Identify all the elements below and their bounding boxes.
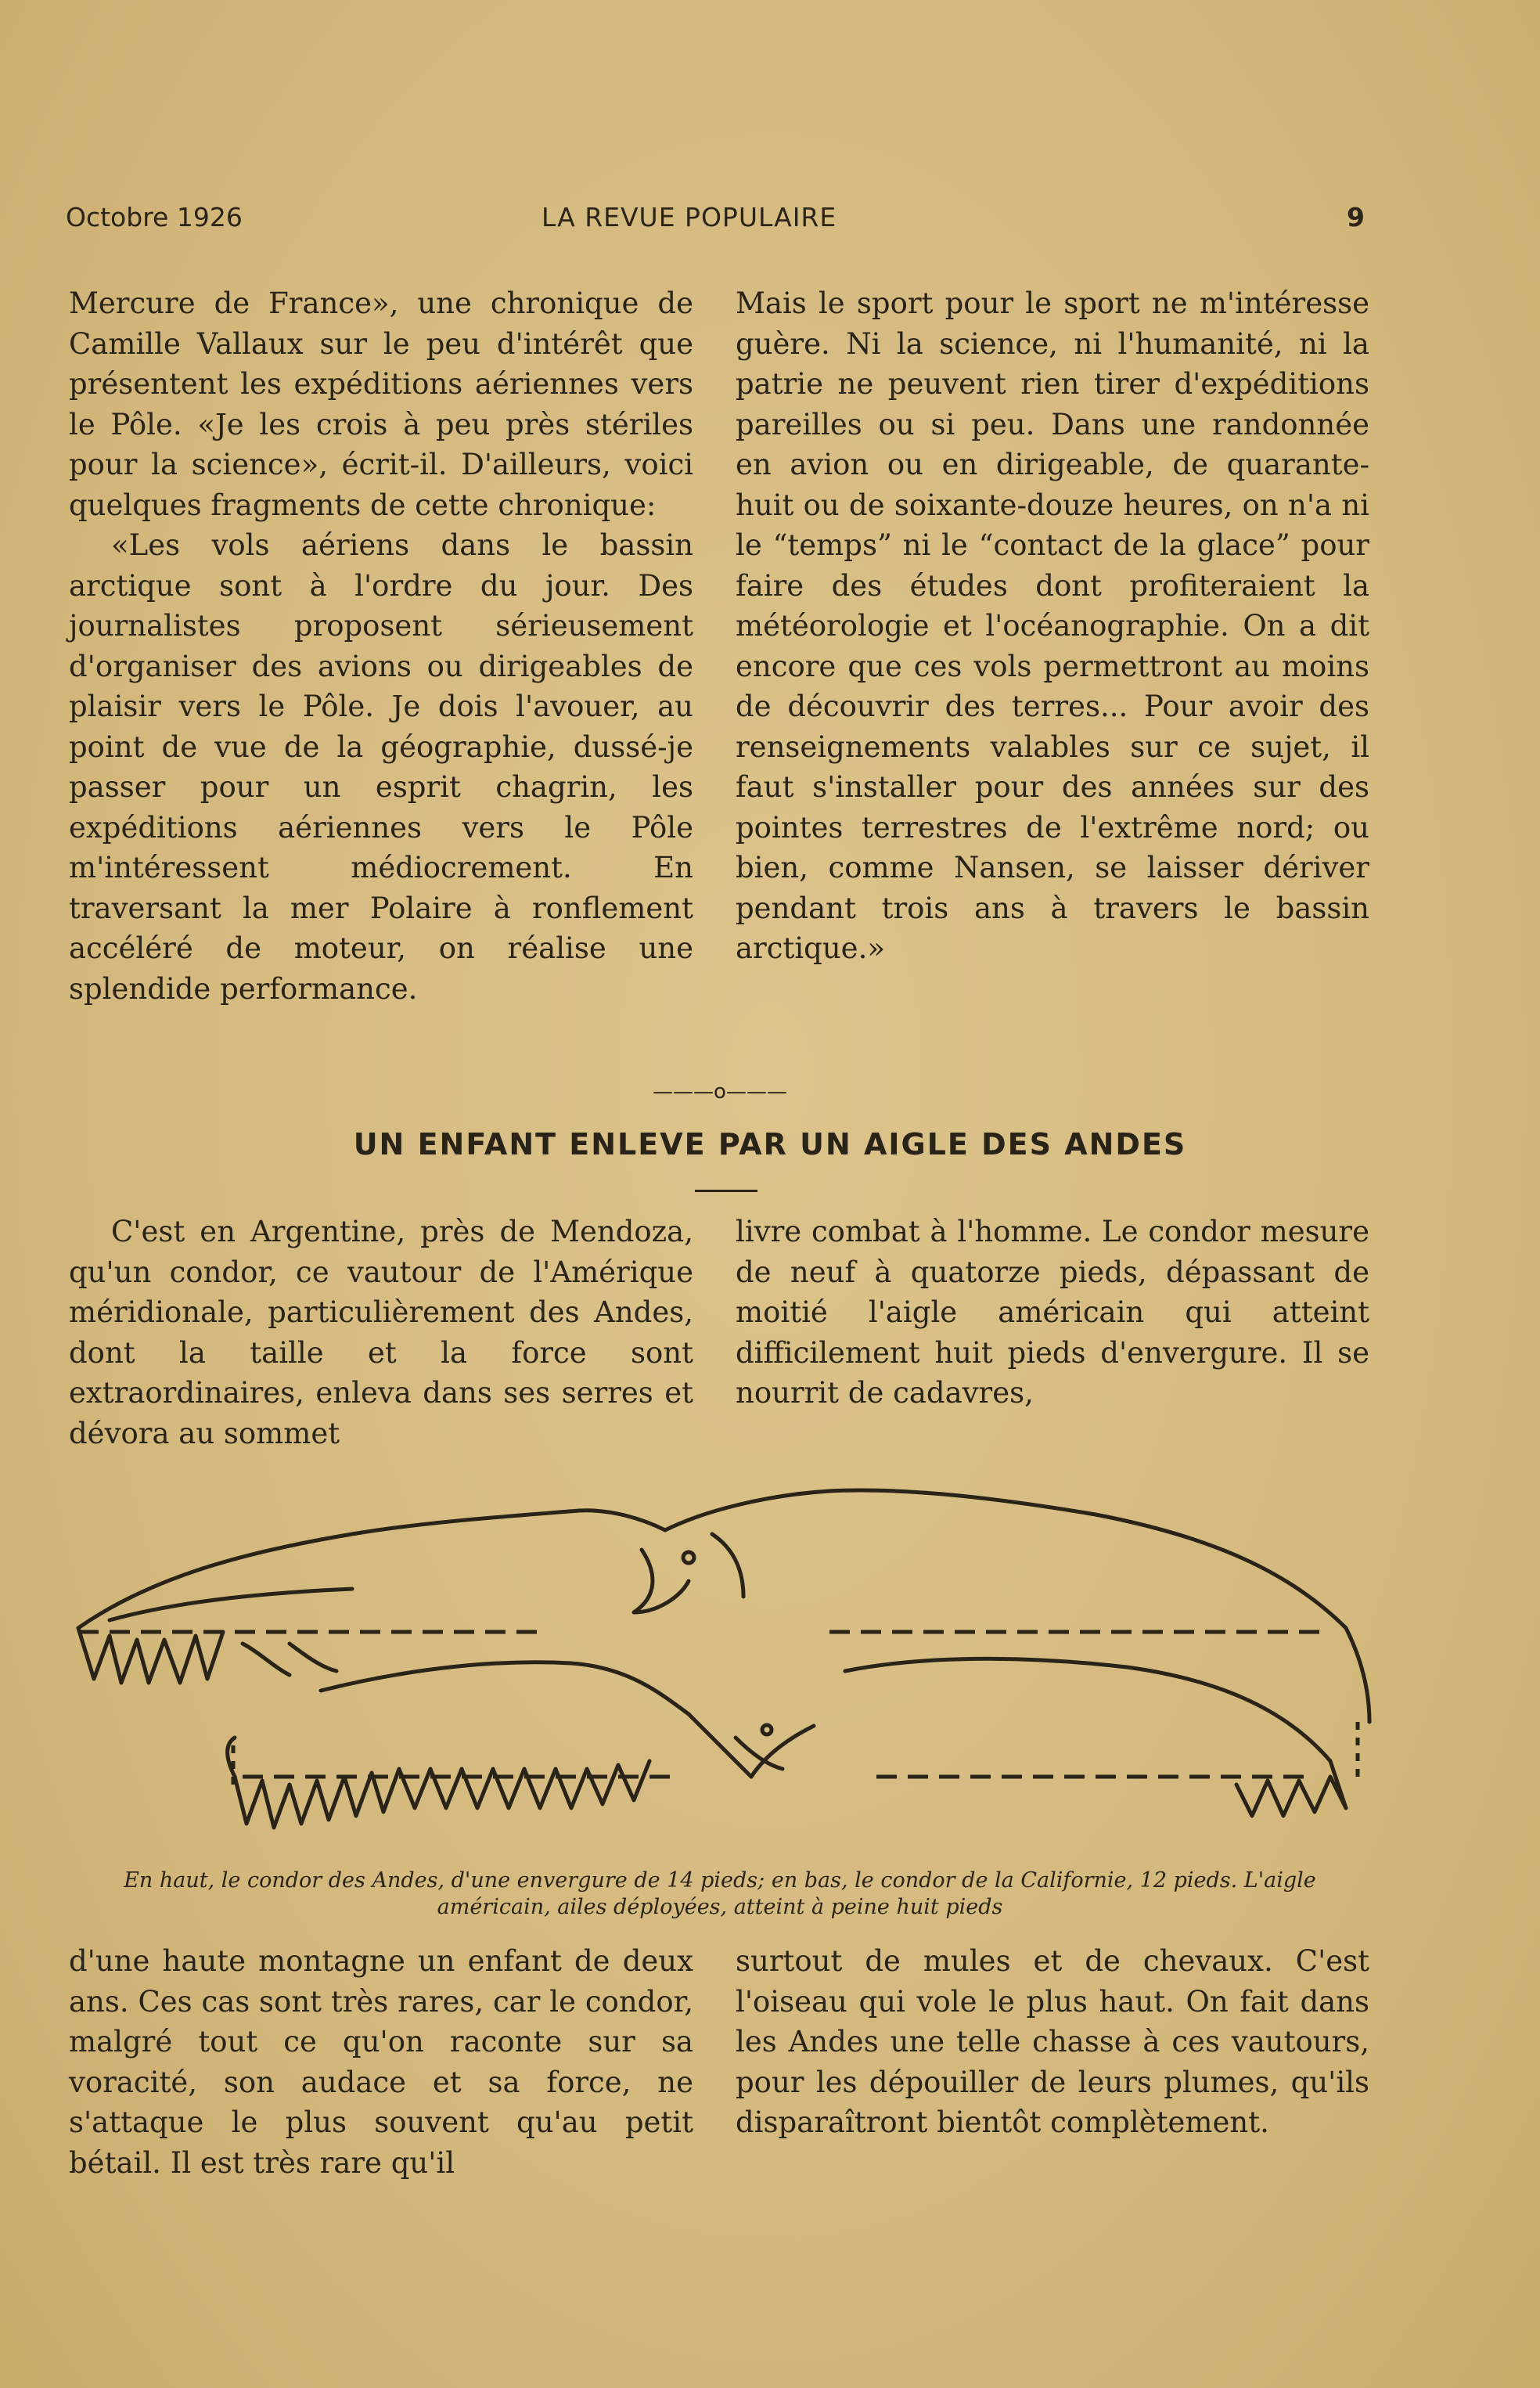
section-separator: ———o——— (653, 1080, 787, 1104)
article2-right-column-top (736, 1212, 1369, 1414)
paragraph: «Les vols aériens dans le bassin arctique sont à l'ordre du jour. Des journalistes proposent sérieusement d'organiser des avions ou dirigeables de plaisir vers le Pôle. Je dois l'avouer, au point de vue de la géographie, dussé-je passer pour un esprit chagrin, les expéditions aériennes vers le Pôle m'intéressent médiocrement. En traversant la mer Polaire à ronflement accéléré de moteur, on réalise une splendide performance. (69, 528, 693, 1006)
issue-date: Octobre 1926 (66, 202, 243, 232)
paragraph: d'une haute montagne un enfant de deux ans. Ces cas sont très rares, car le condor, malgré tout ce qu'on raconte sur sa voracité, son audace et sa force, ne s'attaque le plus souvent qu'au petit bétail. Il est très rare qu'il (69, 1944, 693, 2180)
paragraph: C'est en Argentine, près de Mendoza, qu'un condor, ce vautour de l'Amérique méridionale, particulièrement des Andes, dont la taille et la force sont extraordinaires, enleva dans ses serres et dévora au sommet (69, 1215, 693, 1450)
magazine-title: LA REVUE POPULAIRE (542, 202, 837, 232)
article1-left-column (69, 283, 693, 1009)
paragraph: livre combat à l'homme. Le condor mesure de neuf à quatorze pieds, dépassant de moitié l'aigle américain qui atteint difficilement huit pieds d'envergure. Il se nourrit de cadavres, (736, 1215, 1369, 1410)
figure-caption: En haut, le condor des Andes, d'une envergure de 14 pieds; en bas, le condor de la Californie, 12 pieds. L'aigle américain, ailes déployées, atteint à peine huit pieds (124, 1868, 1316, 1919)
condor-illustration (63, 1456, 1377, 1871)
article2-right-column-bottom (736, 1941, 1369, 2143)
article2-left-column-bottom (69, 1941, 693, 2183)
article2-left-column-top (69, 1212, 693, 1453)
article-headline: UN ENFANT ENLEVE PAR UN AIGLE DES ANDES (353, 1127, 1187, 1162)
page-number: 9 (1347, 202, 1365, 232)
paragraph: Mais le sport pour le sport ne m'intéresse guère. Ni la science, ni l'humanité, ni la patrie ne peuvent rien tirer d'expéditions pareilles ou si peu. Dans une randonnée en avion ou en dirigeable, de quarante-huit ou de soixante-douze heures, on n'a ni le “temps” ni le “contact de la glace” pour faire des études dont profiteraient la météorologie et l'océanographie. On a dit encore que ces vols permettront au moins de découvrir des terres... Pour avoir des renseignements valables sur ce sujet, il faut s'installer pour des années sur des pointes terrestres de l'extrême nord; ou bien, comme Nansen, se laisser dériver pendant trois ans à travers le bassin arctique.» (736, 286, 1369, 965)
page-header (66, 202, 1365, 233)
paragraph: Mercure de France», une chronique de Camille Vallaux sur le peu d'intérêt que présentent les expéditions aériennes vers le Pôle. «Je les crois à peu près stériles pour la science», écrit-il. D'ailleurs, voici quelques fragments de cette chronique: (69, 286, 693, 522)
paragraph: surtout de mules et de chevaux. C'est l'oiseau qui vole le plus haut. On fait dans les Andes une telle chasse à ces vautours, pour les dépouiller de leurs plumes, qu'ils disparaîtront bientôt complètement. (736, 1944, 1369, 2139)
article1-right-column (736, 283, 1369, 969)
headline-rule (695, 1190, 757, 1192)
